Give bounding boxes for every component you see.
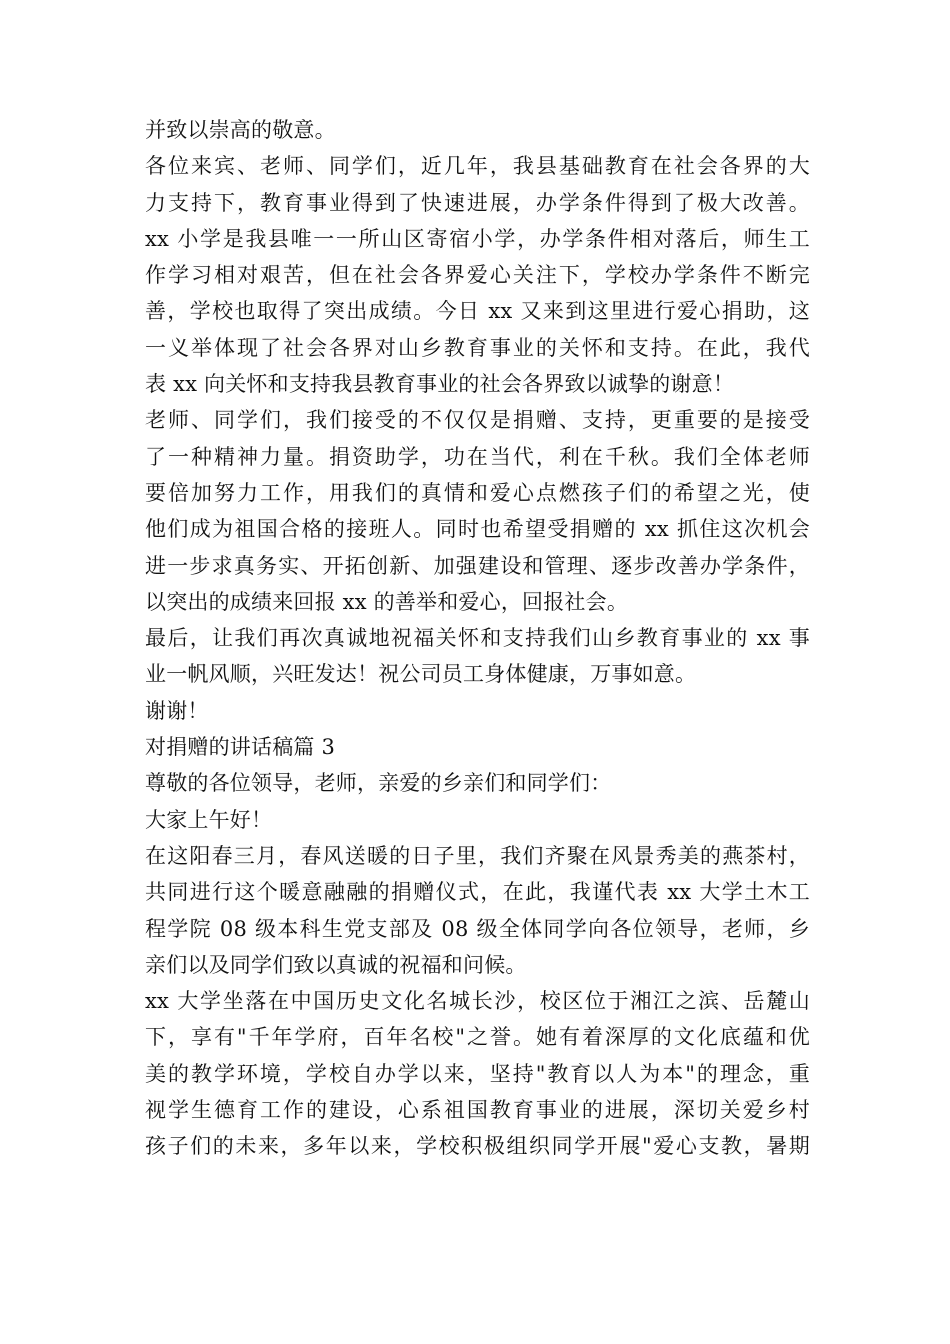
text-line: 要倍加努力工作，用我们的真情和爱心点燃孩子们的希望之光，使 bbox=[145, 480, 810, 505]
text-line: 表 xx 向关怀和支持我县教育事业的社会各界致以诚挚的谢意！ bbox=[145, 372, 735, 397]
text-line: 谢谢！ bbox=[145, 698, 209, 723]
text-line: xx 小学是我县唯一一所山区寄宿小学，办学条件相对落后，师生工 bbox=[145, 226, 810, 251]
text-line: xx 大学坐落在中国历史文化名城长沙，校区位于湘江之滨、岳麓山 bbox=[145, 989, 810, 1014]
document-body bbox=[145, 112, 810, 1165]
text-line: 下，享有"千年学府，百年名校"之誉。她有着深厚的文化底蕴和优 bbox=[145, 1025, 810, 1050]
text-line: 一义举体现了社会各界对山乡教育事业的关怀和支持。在此，我代 bbox=[145, 335, 810, 360]
text-line: 了一种精神力量。捐资助学，功在当代，利在千秋。我们全体老师 bbox=[145, 444, 810, 469]
text-line: 视学生德育工作的建设，心系祖国教育事业的进展，深切关爱乡村 bbox=[145, 1098, 810, 1123]
text-line: 各位来宾、老师、同学们，近几年，我县基础教育在社会各界的大 bbox=[145, 154, 810, 179]
text-line: 老师、同学们，我们接受的不仅仅是捐赠、支持，更重要的是接受 bbox=[145, 408, 810, 433]
text-line: 在这阳春三月，春风送暖的日子里，我们齐聚在风景秀美的燕茶村， bbox=[145, 843, 810, 868]
text-line: 业一帆风顺，兴旺发达！祝公司员工身体健康，万事如意。 bbox=[145, 662, 697, 687]
text-line: 程学院 08 级本科生党支部及 08 级全体同学向各位领导，老师，乡 bbox=[145, 916, 810, 941]
text-line: 进一步求真务实、开拓创新、加强建设和管理、逐步改善办学条件， bbox=[145, 553, 810, 578]
text-line: 大家上午好！ bbox=[145, 807, 273, 832]
text-line: 以突出的成绩来回报 xx 的善举和爱心，回报社会。 bbox=[145, 589, 629, 614]
text-line: 作学习相对艰苦，但在社会各界爱心关注下，学校办学条件不断完 bbox=[145, 263, 810, 288]
text-line: 尊敬的各位领导，老师，亲爱的乡亲们和同学们： bbox=[145, 771, 612, 796]
text-line: 善，学校也取得了突出成绩。今日 xx 又来到这里进行爱心捐助，这 bbox=[145, 299, 810, 324]
text-line: 共同进行这个暖意融融的捐赠仪式，在此，我谨代表 xx 大学土木工 bbox=[145, 880, 810, 905]
text-line: 他们成为祖国合格的接班人。同时也希望受捐赠的 xx 抓住这次机会 bbox=[145, 517, 810, 542]
text-line: 对捐赠的讲话稿篇 3 bbox=[145, 735, 336, 760]
text-line: 亲们以及同学们致以真诚的祝福和问候。 bbox=[145, 952, 527, 977]
text-line: 并致以崇高的敬意。 bbox=[145, 118, 336, 142]
text-line: 孩子们的未来，多年以来，学校积极组织同学开展"爱心支教，暑期 bbox=[145, 1134, 810, 1159]
text-line: 力支持下，教育事业得到了快速进展，办学条件得到了极大改善。 bbox=[145, 190, 810, 215]
text-line: 美的教学环境，学校自办学以来，坚持"教育以人为本"的理念，重 bbox=[145, 1061, 810, 1086]
text-line: 最后，让我们再次真诚地祝福关怀和支持我们山乡教育事业的 xx 事 bbox=[145, 626, 810, 651]
